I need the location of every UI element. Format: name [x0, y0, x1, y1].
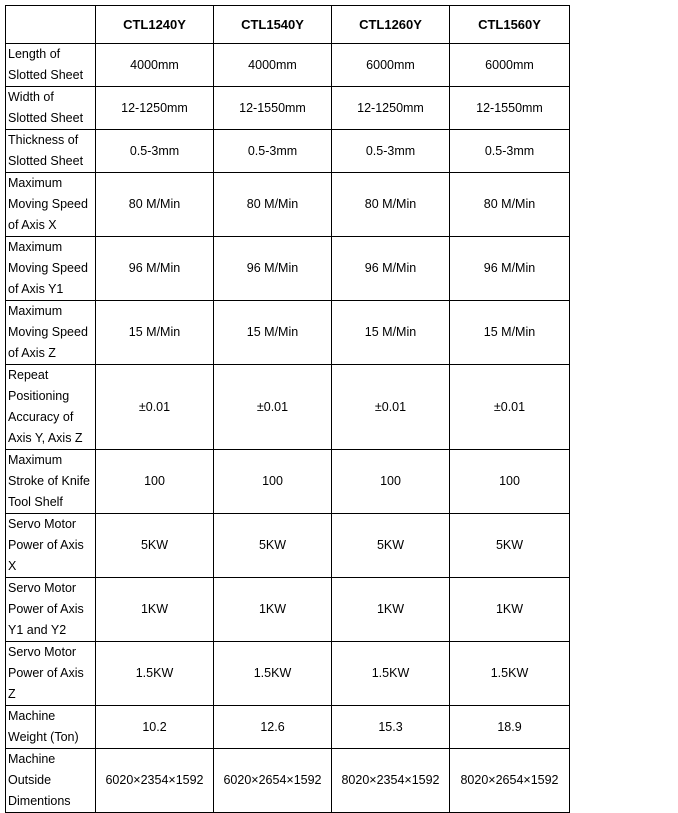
table-row [6, 87, 570, 130]
table-cell: 6020×2654×1592 [214, 749, 332, 813]
spec-table [5, 5, 570, 813]
table-cell: 1KW [96, 578, 214, 642]
table-cell: 80 M/Min [214, 173, 332, 237]
column-header: CTL1260Y [332, 6, 450, 44]
row-label: Machine Outside Dimentions [6, 749, 96, 813]
table-row [6, 301, 570, 365]
table-cell: 15 M/Min [96, 301, 214, 365]
table-cell: 4000mm [214, 44, 332, 87]
table-cell: 80 M/Min [450, 173, 570, 237]
table-cell: 100 [332, 450, 450, 514]
table-cell: 100 [96, 450, 214, 514]
table-cell: 1.5KW [214, 642, 332, 706]
row-label: Maximum Moving Speed of Axis X [6, 173, 96, 237]
table-cell: ±0.01 [96, 365, 214, 450]
table-cell: 1KW [332, 578, 450, 642]
table-cell: 100 [450, 450, 570, 514]
table-cell: 1KW [450, 578, 570, 642]
table-cell: 8020×2654×1592 [450, 749, 570, 813]
table-row [6, 578, 570, 642]
row-label: Servo Motor Power of Axis X [6, 514, 96, 578]
table-cell: 6000mm [332, 44, 450, 87]
row-label: Maximum Moving Speed of Axis Y1 [6, 237, 96, 301]
table-cell: 6000mm [450, 44, 570, 87]
table-cell: 0.5-3mm [214, 130, 332, 173]
table-cell: 96 M/Min [332, 237, 450, 301]
table-row [6, 44, 570, 87]
row-label: Length of Slotted Sheet [6, 44, 96, 87]
table-row [6, 450, 570, 514]
table-cell: 1.5KW [332, 642, 450, 706]
row-label: Repeat Positioning Accuracy of Axis Y, Axis Z [6, 365, 96, 450]
table-row [6, 130, 570, 173]
table-row [6, 642, 570, 706]
table-cell: 15 M/Min [332, 301, 450, 365]
table-cell: 1.5KW [96, 642, 214, 706]
header-corner-cell [6, 6, 96, 44]
table-cell: ±0.01 [450, 365, 570, 450]
table-cell: 15.3 [332, 706, 450, 749]
table-cell: 12-1550mm [214, 87, 332, 130]
row-label: Servo Motor Power of Axis Y1 and Y2 [6, 578, 96, 642]
table-cell: 12-1550mm [450, 87, 570, 130]
table-cell: 96 M/Min [450, 237, 570, 301]
row-label: Thickness of Slotted Sheet [6, 130, 96, 173]
table-cell: 15 M/Min [214, 301, 332, 365]
column-header: CTL1540Y [214, 6, 332, 44]
table-cell: 10.2 [96, 706, 214, 749]
table-cell: 12.6 [214, 706, 332, 749]
table-cell: 4000mm [96, 44, 214, 87]
table-cell: 5KW [332, 514, 450, 578]
table-cell: 96 M/Min [214, 237, 332, 301]
table-row [6, 365, 570, 450]
table-cell: 0.5-3mm [450, 130, 570, 173]
table-cell: 100 [214, 450, 332, 514]
table-cell: 80 M/Min [96, 173, 214, 237]
table-cell: 96 M/Min [96, 237, 214, 301]
table-cell: ±0.01 [332, 365, 450, 450]
column-header: CTL1240Y [96, 6, 214, 44]
table-cell: 6020×2354×1592 [96, 749, 214, 813]
table-cell: 12-1250mm [332, 87, 450, 130]
table-cell: 5KW [450, 514, 570, 578]
table-row [6, 749, 570, 813]
table-cell: 12-1250mm [96, 87, 214, 130]
table-row [6, 237, 570, 301]
row-label: Width of Slotted Sheet [6, 87, 96, 130]
row-label: Maximum Moving Speed of Axis Z [6, 301, 96, 365]
table-cell: 15 M/Min [450, 301, 570, 365]
table-cell: 18.9 [450, 706, 570, 749]
table-cell: 80 M/Min [332, 173, 450, 237]
header-row [6, 6, 570, 44]
column-header: CTL1560Y [450, 6, 570, 44]
row-label: Machine Weight (Ton) [6, 706, 96, 749]
table-cell: 5KW [96, 514, 214, 578]
row-label: Maximum Stroke of Knife Tool Shelf [6, 450, 96, 514]
table-cell: 0.5-3mm [332, 130, 450, 173]
table-row [6, 514, 570, 578]
table-row [6, 706, 570, 749]
table-cell: 1KW [214, 578, 332, 642]
table-cell: 8020×2354×1592 [332, 749, 450, 813]
table-cell: 0.5-3mm [96, 130, 214, 173]
table-cell: 1.5KW [450, 642, 570, 706]
table-row [6, 173, 570, 237]
table-cell: ±0.01 [214, 365, 332, 450]
row-label: Servo Motor Power of Axis Z [6, 642, 96, 706]
table-cell: 5KW [214, 514, 332, 578]
